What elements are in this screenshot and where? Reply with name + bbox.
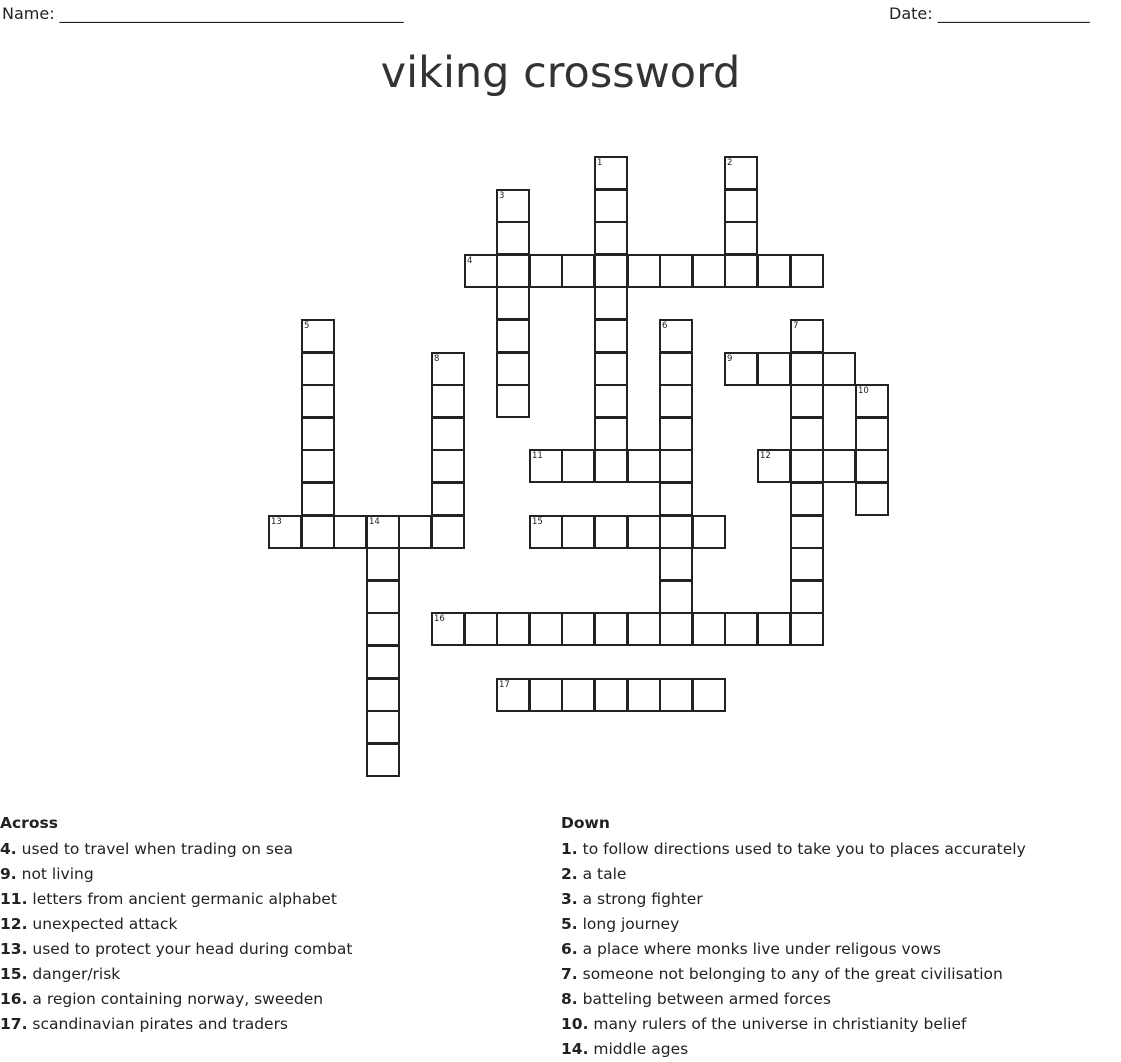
grid-cell[interactable] (855, 482, 889, 516)
down-clue (561, 837, 1026, 862)
clue-number-label: 2. (561, 865, 578, 883)
clue-number-label: 14. (561, 1040, 589, 1058)
grid-cell[interactable] (855, 384, 889, 418)
clue-text: a strong fighter (582, 890, 703, 908)
grid-cell[interactable] (431, 384, 465, 418)
grid-cell[interactable] (366, 580, 400, 614)
grid-cell[interactable] (594, 515, 628, 549)
grid-cell[interactable] (757, 449, 791, 483)
grid-cell[interactable] (627, 515, 661, 549)
grid-cell[interactable] (431, 482, 465, 516)
grid-cell[interactable] (594, 449, 628, 483)
grid-cell[interactable] (594, 319, 628, 353)
clue-number-label: 7. (561, 965, 578, 983)
grid-cell[interactable] (431, 612, 465, 646)
grid-cell[interactable] (366, 515, 400, 549)
grid-cell[interactable] (790, 254, 824, 288)
grid-cell[interactable] (724, 352, 758, 386)
clue-text: used to protect your head during combat (32, 940, 353, 958)
down-clue (561, 1037, 1026, 1062)
clue-number-label: 4. (0, 840, 17, 858)
grid-cell[interactable] (627, 254, 661, 288)
grid-cell[interactable] (301, 515, 335, 549)
clue-text: not living (21, 865, 94, 883)
grid-cell[interactable] (594, 678, 628, 712)
grid-cell[interactable] (790, 612, 824, 646)
grid-cell[interactable] (594, 254, 628, 288)
grid-cell[interactable] (594, 286, 628, 320)
across-clue (0, 887, 352, 912)
grid-cell[interactable] (790, 580, 824, 614)
down-heading: Down (561, 814, 610, 832)
clue-text: middle ages (593, 1040, 689, 1058)
grid-cell[interactable] (855, 449, 889, 483)
grid-cell[interactable] (724, 189, 758, 223)
grid-cell[interactable] (724, 156, 758, 190)
clue-text: scandinavian pirates and traders (32, 1015, 289, 1033)
grid-cell[interactable] (790, 449, 824, 483)
grid-cell[interactable] (594, 417, 628, 451)
clue-number: 3 (499, 191, 505, 201)
down-clue (561, 962, 1026, 987)
grid-cell[interactable] (398, 515, 432, 549)
across-heading: Across (0, 814, 58, 832)
clue-number: 10 (858, 386, 869, 396)
clue-text: batteling between armed forces (582, 990, 831, 1008)
grid-cell[interactable] (431, 417, 465, 451)
clue-number: 7 (793, 321, 799, 331)
grid-cell[interactable] (790, 547, 824, 581)
grid-cell[interactable] (659, 580, 693, 614)
clue-number: 11 (532, 451, 543, 461)
grid-cell[interactable] (822, 352, 856, 386)
clue-number-label: 15. (0, 965, 28, 983)
grid-cell[interactable] (757, 254, 791, 288)
grid-cell[interactable] (366, 612, 400, 646)
grid-cell[interactable] (594, 352, 628, 386)
clue-number: 16 (434, 614, 445, 624)
across-clues (0, 812, 352, 1037)
clue-number: 5 (304, 321, 310, 331)
clue-text: many rulers of the universe in christianity belief (593, 1015, 967, 1033)
grid-cell[interactable] (724, 612, 758, 646)
clue-number-label: 6. (561, 940, 578, 958)
clue-text: long journey (582, 915, 680, 933)
clue-text: unexpected attack (32, 915, 178, 933)
grid-cell[interactable] (529, 449, 563, 483)
grid-cell[interactable] (301, 482, 335, 516)
grid-cell[interactable] (627, 449, 661, 483)
grid-cell[interactable] (659, 254, 693, 288)
grid-cell[interactable] (496, 286, 530, 320)
grid-cell[interactable] (366, 710, 400, 744)
grid-cell[interactable] (496, 189, 530, 223)
grid-cell[interactable] (301, 384, 335, 418)
clue-number: 8 (434, 354, 440, 364)
clue-number: 6 (662, 321, 668, 331)
clue-number-label: 11. (0, 890, 28, 908)
grid-cell[interactable] (594, 221, 628, 255)
across-clue (0, 1012, 352, 1037)
grid-cell[interactable] (594, 384, 628, 418)
grid-cell[interactable] (496, 384, 530, 418)
down-clue (561, 912, 1026, 937)
grid-cell[interactable] (594, 189, 628, 223)
grid-cell[interactable] (431, 515, 465, 549)
grid-cell[interactable] (724, 254, 758, 288)
grid-cell[interactable] (301, 352, 335, 386)
clue-number-label: 10. (561, 1015, 589, 1033)
grid-cell[interactable] (724, 221, 758, 255)
grid-cell[interactable] (464, 612, 498, 646)
grid-cell[interactable] (431, 449, 465, 483)
grid-cell[interactable] (529, 254, 563, 288)
down-clue (561, 862, 1026, 887)
clue-text: used to travel when trading on sea (21, 840, 294, 858)
clue-text: someone not belonging to any of the great civilisation (582, 965, 1003, 983)
grid-cell[interactable] (431, 352, 465, 386)
grid-cell[interactable] (268, 515, 302, 549)
grid-cell[interactable] (757, 612, 791, 646)
grid-cell[interactable] (659, 417, 693, 451)
across-clue (0, 962, 352, 987)
grid-cell[interactable] (561, 612, 595, 646)
grid-cell[interactable] (757, 352, 791, 386)
across-clue (0, 937, 352, 962)
grid-cell[interactable] (822, 449, 856, 483)
down-clues (561, 812, 1026, 1062)
clue-number-label: 5. (561, 915, 578, 933)
clue-number: 17 (499, 680, 510, 690)
grid-cell[interactable] (561, 515, 595, 549)
clue-number-label: 1. (561, 840, 578, 858)
grid-cell[interactable] (659, 515, 693, 549)
grid-cell[interactable] (790, 417, 824, 451)
clue-text: danger/risk (32, 965, 121, 983)
grid-cell[interactable] (529, 678, 563, 712)
grid-cell[interactable] (496, 352, 530, 386)
across-clue (0, 912, 352, 937)
down-clue (561, 1012, 1026, 1037)
date-field[interactable]: Date: ___________________ (889, 4, 1090, 23)
clue-number: 14 (369, 517, 380, 527)
clue-number: 15 (532, 517, 543, 527)
grid-cell[interactable] (790, 384, 824, 418)
clue-number: 12 (760, 451, 771, 461)
grid-cell[interactable] (659, 319, 693, 353)
puzzle-title: viking crossword (380, 48, 741, 98)
clue-number: 2 (727, 158, 733, 168)
grid-cell[interactable] (594, 156, 628, 190)
clue-number: 1 (597, 158, 603, 168)
grid-cell[interactable] (366, 743, 400, 777)
down-clue (561, 887, 1026, 912)
clue-number: 13 (271, 517, 282, 527)
grid-cell[interactable] (529, 612, 563, 646)
grid-cell[interactable] (496, 254, 530, 288)
grid-cell[interactable] (659, 384, 693, 418)
grid-cell[interactable] (301, 417, 335, 451)
grid-cell[interactable] (594, 612, 628, 646)
clue-number-label: 9. (0, 865, 17, 883)
clue-text: letters from ancient germanic alphabet (32, 890, 337, 908)
grid-cell[interactable] (496, 319, 530, 353)
grid-cell[interactable] (561, 678, 595, 712)
grid-cell[interactable] (790, 482, 824, 516)
clue-number-label: 16. (0, 990, 28, 1008)
grid-cell[interactable] (692, 515, 726, 549)
grid-cell[interactable] (659, 352, 693, 386)
grid-cell[interactable] (659, 482, 693, 516)
grid-cell[interactable] (301, 449, 335, 483)
grid-cell[interactable] (333, 515, 367, 549)
down-clue (561, 987, 1026, 1012)
grid-cell[interactable] (659, 547, 693, 581)
across-clue (0, 837, 352, 862)
grid-cell[interactable] (529, 515, 563, 549)
clue-text: to follow directions used to take you to places accurately (582, 840, 1026, 858)
grid-cell[interactable] (659, 612, 693, 646)
grid-cell[interactable] (692, 254, 726, 288)
grid-cell[interactable] (659, 449, 693, 483)
grid-cell[interactable] (496, 612, 530, 646)
grid-cell[interactable] (561, 254, 595, 288)
grid-cell[interactable] (627, 612, 661, 646)
name-field[interactable]: Name: ___________________________________________ (2, 4, 404, 23)
across-clue (0, 987, 352, 1012)
clue-text: a tale (582, 865, 627, 883)
clue-number-label: 12. (0, 915, 28, 933)
grid-cell[interactable] (790, 319, 824, 353)
grid-cell[interactable] (790, 515, 824, 549)
across-clue (0, 862, 352, 887)
clue-number-label: 3. (561, 890, 578, 908)
clue-text: a place where monks live under religous vows (582, 940, 941, 958)
grid-cell[interactable] (496, 221, 530, 255)
grid-cell[interactable] (855, 417, 889, 451)
clue-number: 4 (467, 256, 473, 266)
grid-cell[interactable] (659, 678, 693, 712)
grid-cell[interactable] (627, 678, 661, 712)
grid-cell[interactable] (692, 678, 726, 712)
clue-number-label: 17. (0, 1015, 28, 1033)
grid-cell[interactable] (496, 678, 530, 712)
grid-cell[interactable] (366, 678, 400, 712)
grid-cell[interactable] (301, 319, 335, 353)
grid-cell[interactable] (366, 645, 400, 679)
clue-number: 9 (727, 354, 733, 364)
grid-cell[interactable] (366, 547, 400, 581)
grid-cell[interactable] (561, 449, 595, 483)
grid-cell[interactable] (464, 254, 498, 288)
clue-text: a region containing norway, sweeden (32, 990, 324, 1008)
grid-cell[interactable] (790, 352, 824, 386)
clue-number-label: 8. (561, 990, 578, 1008)
grid-cell[interactable] (692, 612, 726, 646)
down-clue (561, 937, 1026, 962)
clue-number-label: 13. (0, 940, 28, 958)
